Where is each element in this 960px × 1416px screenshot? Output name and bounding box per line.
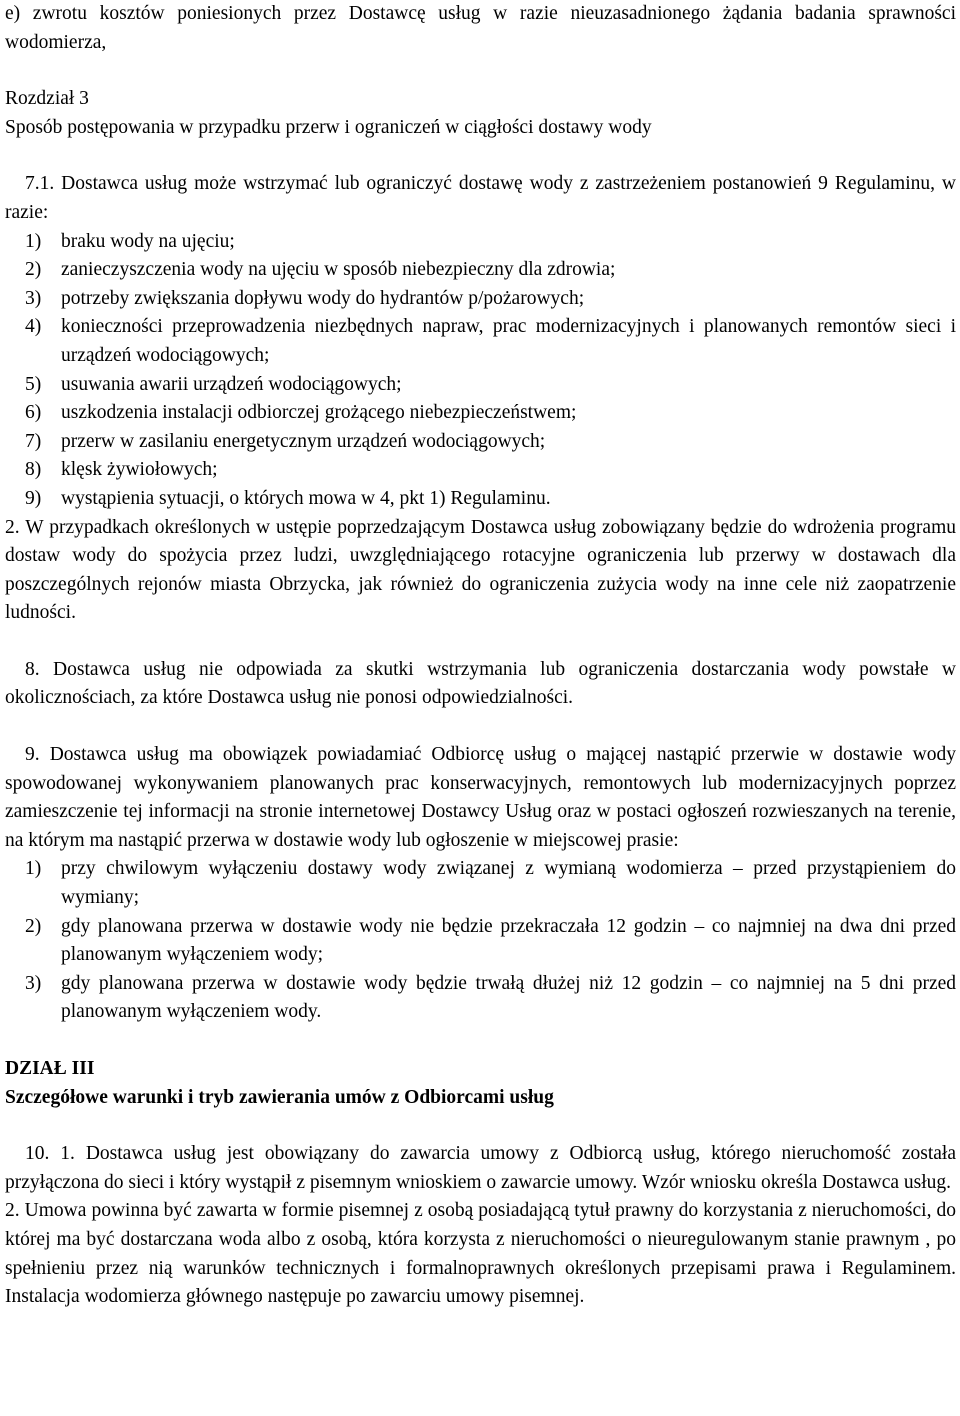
list-item-number: 9) — [25, 487, 42, 509]
list-item — [25, 913, 956, 970]
spacer — [5, 142, 956, 170]
list-item-text: potrzeby zwiększania dopływu wody do hydrantów p/pożarowych; — [61, 287, 585, 309]
list-item-text: uszkodzenia instalacji odbiorczej grożącego niebezpieczeństwem; — [61, 402, 577, 424]
section-7-list — [5, 228, 956, 514]
list-item-text: gdy planowana przerwa w dostawie wody nie będzie przekraczała 12 godzin – co najmniej na dwa dni przed planowanym wyłączeniem wody; — [61, 915, 956, 966]
list-item-number: 2) — [25, 915, 42, 937]
list-item-number: 7) — [25, 430, 42, 452]
list-item — [25, 313, 956, 370]
list-item — [25, 399, 956, 428]
spacer — [5, 1112, 956, 1140]
section-9-list — [5, 855, 956, 1027]
section-10-paragraph-2: 2. Umowa powinna być zawarta w formie pisemnej z osobą posiadającą tytuł prawny do korzystania z nieruchomości, do której ma być dostarczana woda albo z osobą, która korzysta z nieruchomości o nieuregulowanym stanie prawnym , po spełnieniu przez nią warunków technicznych i formalnoprawnych określonych przepisami prawa i Regulaminem. Instalacja wodomierza głównego następuje po zawarciu umowy pisemnej. — [5, 1200, 956, 1308]
section-9-lead: 9. Dostawca usług ma obowiązek powiadamiać Odbiorcę usług o mającej nastąpić przerwie w dostawie wody spowodowanej wykonywaniem planowanych prac konserwacyjnych, remontowych lub modernizacyjnych poprzez zamieszczenie tej informacji na stronie internetowej Dostawcy Usług oraz w postaci ogłoszeń rozwieszanych na terenie, na którym ma nastąpić przerwa w dostawie wody lub ogłoszenie w miejscowej prasie: — [5, 744, 956, 851]
chapter-subtitle: Sposób postępowania w przypadku przerw i ograniczeń w ciągłości dostawy wody — [5, 116, 652, 138]
list-item-text: braku wody na ujęciu; — [61, 230, 235, 252]
section-8-paragraph: 8. Dostawca usług nie odpowiada za skutki wstrzymania lub ograniczenia dostarczania wody powstałe w okolicznościach, za które Dostawca usług nie ponosi odpowiedzialności. — [5, 658, 956, 709]
spacer — [5, 713, 956, 741]
section-10-paragraph-1: 10. 1. Dostawca usług jest obowiązany do zawarcia umowy z Odbiorcą usług, którego nieruchomość została przyłączona do sieci i który wystąpił z pisemnym wnioskiem o zawarcie umowy. Wzór wniosku określa Dostawca usług. — [5, 1143, 956, 1193]
list-item-number: 3) — [25, 972, 42, 994]
list-item-number: 3) — [25, 287, 42, 309]
list-item-text: wystąpienia sytuacji, o których mowa w 4, pkt 1) Regulaminu. — [61, 487, 551, 509]
division-subtitle: Szczegółowe warunki i tryb zawierania umów z Odbiorcami usług — [5, 1086, 554, 1108]
paragraph-item-e: e) zwrotu kosztów poniesionych przez Dostawcę usług w razie nieuzasadnionego żądania badania sprawności wodomierza, — [5, 3, 956, 53]
list-item-number: 5) — [25, 373, 42, 395]
list-item — [25, 428, 956, 457]
list-item — [25, 228, 956, 257]
list-item-text: usuwania awarii urządzeń wodociągowych; — [61, 373, 402, 395]
list-item — [25, 485, 956, 514]
spacer — [5, 57, 956, 85]
list-item-text: przerw w zasilaniu energetycznym urządzeń wodociągowych; — [61, 430, 546, 452]
list-item-text: konieczności przeprowadzenia niezbędnych napraw, prac modernizacyjnych i planowanych remontów sieci i urządzeń wodociągowych; — [61, 316, 956, 366]
section-7-paragraph-2: 2. W przypadkach określonych w ustępie poprzedzającym Dostawca usług zobowiązany będzie do wdrożenia programu dostaw wody do spożycia przez ludzi, uwzględniającego rotacyjne ograniczenia lub przerwy w dostawach dla poszczególnych rejonów miasta Obrzycka, jak również do ograniczenia zużycia wody na inne cele niż zaopatrzenie ludności. — [5, 516, 956, 624]
list-item-text: przy chwilowym wyłączeniu dostawy wody związanej z wymianą wodomierza – przed przystąpieniem do wymiany; — [61, 858, 956, 909]
list-item-number: 4) — [25, 316, 42, 338]
division-title: DZIAŁ III — [5, 1058, 95, 1079]
list-item — [25, 855, 956, 912]
list-item-number: 2) — [25, 259, 42, 281]
list-item-number: 1) — [25, 858, 42, 880]
list-item-number: 1) — [25, 230, 42, 252]
list-item — [25, 256, 956, 285]
list-item — [25, 371, 956, 400]
spacer — [5, 1027, 956, 1055]
list-item-text: gdy planowana przerwa w dostawie wody będzie trwałą dłużej niż 12 godzin – co najmniej na 5 dni przed planowanym wyłączeniem wody. — [61, 972, 956, 1023]
list-item-text: zanieczyszczenia wody na ujęciu w sposób niebezpieczny dla zdrowia; — [61, 259, 616, 281]
list-item — [25, 456, 956, 485]
list-item — [25, 970, 956, 1027]
list-item — [25, 285, 956, 314]
list-item-number: 6) — [25, 402, 42, 424]
spacer — [5, 628, 956, 656]
list-item-text: klęsk żywiołowych; — [61, 459, 218, 481]
chapter-title: Rozdział 3 — [5, 88, 89, 110]
section-7-lead: 7.1. Dostawca usług może wstrzymać lub ograniczyć dostawę wody z zastrzeżeniem postanowień 9 Regulaminu, w razie: — [5, 173, 956, 223]
list-item-number: 8) — [25, 459, 42, 481]
